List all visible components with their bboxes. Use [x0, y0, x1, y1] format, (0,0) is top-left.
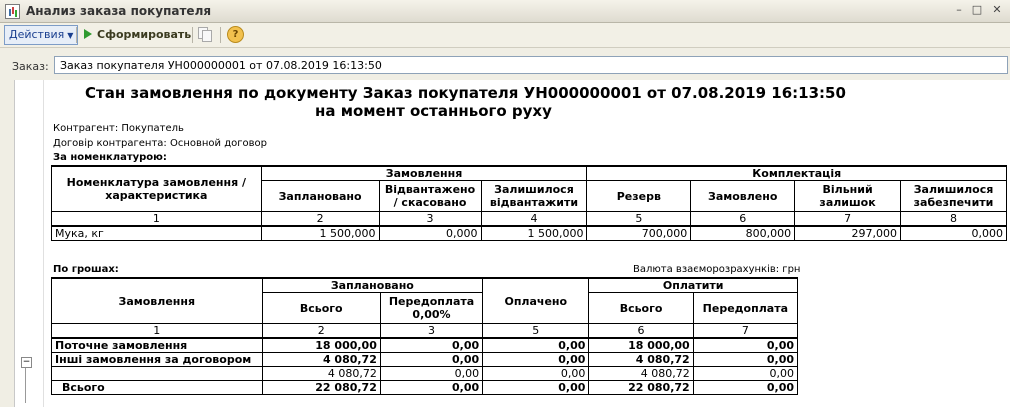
toolbar-separator: [76, 27, 77, 43]
cell-to-pay-total[interactable]: 4 080,72: [589, 353, 693, 367]
actions-label: Действия: [9, 28, 65, 41]
remaining-ship-header: Залишилося відвантажити: [481, 181, 587, 212]
close-button[interactable]: ✕: [992, 3, 1002, 16]
cell-free-stock[interactable]: 297,000: [795, 226, 901, 241]
minimize-button[interactable]: –: [956, 3, 962, 16]
nomenclature-header: Номенклатура замовлення / характеристика: [52, 166, 262, 212]
title-bar: [0, 0, 1010, 23]
total-header-2: Всього: [589, 293, 693, 324]
report-title: Стан замовлення по документу Заказ покупателя УН000000001 от 07.08.2019 16:13:50: [85, 84, 846, 102]
cell-total[interactable]: 22 080,72: [262, 381, 380, 395]
toolbar-separator: [192, 27, 193, 43]
cell-total[interactable]: 4 080,72: [262, 367, 380, 381]
window-title: Анализ заказа покупателя: [26, 4, 212, 18]
order-label: Заказ:: [12, 60, 49, 73]
contract-text: Договір контрагента: Основной договор: [53, 138, 267, 149]
table-row[interactable]: [52, 338, 798, 353]
prepay-header-2: Передоплата: [693, 293, 797, 324]
ordered-header: Замовлено: [691, 181, 795, 212]
planned-group-header: Заплановано: [262, 278, 483, 293]
grouping-gutter: [15, 80, 44, 407]
cell-prepay[interactable]: 0,00: [380, 338, 482, 353]
completion-group-header: Комплектація: [587, 166, 1007, 181]
col-num: 5: [587, 212, 691, 227]
chevron-down-icon: ▼: [67, 31, 74, 40]
col-num: 5: [483, 324, 589, 339]
contractor-text: Контрагент: Покупатель: [53, 123, 184, 134]
table-row[interactable]: [52, 367, 798, 381]
cell-nomenclature[interactable]: Мука, кг: [52, 226, 262, 241]
toolbar-separator: [220, 27, 221, 43]
actions-menu-button[interactable]: [4, 25, 78, 45]
col-num: 2: [261, 212, 379, 227]
cell-to-pay-prepay[interactable]: 0,00: [693, 367, 797, 381]
column-number-row: [52, 324, 798, 339]
reserve-header: Резерв: [587, 181, 691, 212]
cell-to-pay-prepay[interactable]: 0,00: [693, 353, 797, 367]
cell-paid[interactable]: 0,00: [483, 353, 589, 367]
cell-paid[interactable]: 0,00: [483, 381, 589, 395]
prepay-header: Передоплата 0,00%: [380, 293, 482, 324]
table-row[interactable]: [52, 381, 798, 395]
column-number-row: [52, 212, 1007, 227]
col-num: 1: [52, 212, 262, 227]
col-num: 2: [262, 324, 380, 339]
free-stock-header: Вільний залишок: [795, 181, 901, 212]
maximize-button[interactable]: □: [971, 3, 983, 16]
report-sheet[interactable]: [14, 80, 1010, 407]
table-header-row: [52, 166, 1007, 181]
cell-prepay[interactable]: 0,00: [380, 353, 482, 367]
col-num: 7: [795, 212, 901, 227]
table-row[interactable]: [52, 226, 1007, 241]
cell-ordered[interactable]: 800,000: [691, 226, 795, 241]
nomenclature-table: [51, 165, 1007, 241]
cell-order-name[interactable]: Поточне замовлення: [52, 338, 263, 353]
play-icon: [84, 29, 92, 39]
col-num: 1: [52, 324, 263, 339]
orders-header: Замовлення: [52, 278, 263, 324]
money-table: [51, 277, 798, 395]
cell-order-name[interactable]: Всього: [52, 381, 263, 395]
cell-remaining-ship[interactable]: 1 500,000: [481, 226, 587, 241]
order-group-header: Замовлення: [261, 166, 587, 181]
table-header-row: [52, 278, 798, 293]
col-num: 4: [481, 212, 587, 227]
col-num: 3: [380, 324, 482, 339]
report-app-icon: [5, 4, 20, 19]
col-num: 7: [693, 324, 797, 339]
cell-to-pay-total[interactable]: 4 080,72: [589, 367, 693, 381]
cell-prepay[interactable]: 0,00: [380, 381, 482, 395]
cell-order-name[interactable]: Інші замовлення за договором: [52, 353, 263, 367]
currency-label: Валюта взаєморозрахунків: грн: [633, 264, 801, 275]
paid-header: Оплачено: [483, 278, 589, 324]
planned-header: Заплановано: [261, 181, 379, 212]
table-row[interactable]: [52, 353, 798, 367]
col-num: 8: [901, 212, 1007, 227]
report-subtitle: на момент останнього руху: [315, 102, 552, 120]
total-header: Всього: [262, 293, 380, 324]
group-bracket: [25, 363, 26, 403]
to-pay-group-header: Оплатити: [589, 278, 798, 293]
generate-report-button[interactable]: [84, 26, 191, 44]
cell-prepay[interactable]: 0,00: [380, 367, 482, 381]
cell-paid[interactable]: 0,00: [483, 338, 589, 353]
cell-paid[interactable]: 0,00: [483, 367, 589, 381]
cell-remaining-supply[interactable]: 0,000: [901, 226, 1007, 241]
col-num: 3: [379, 212, 481, 227]
order-input[interactable]: Заказ покупателя УН000000001 от 07.08.2019 16:13:50: [54, 56, 1008, 74]
cell-to-pay-prepay[interactable]: 0,00: [693, 381, 797, 395]
money-section-label: По грошах:: [53, 264, 119, 275]
cell-shipped[interactable]: 0,000: [379, 226, 481, 241]
shipped-header: Відвантажено / скасовано: [379, 181, 481, 212]
cell-to-pay-prepay[interactable]: 0,00: [693, 338, 797, 353]
cell-total[interactable]: 18 000,00: [262, 338, 380, 353]
help-icon[interactable]: ?: [227, 26, 244, 43]
cell-to-pay-total[interactable]: 22 080,72: [589, 381, 693, 395]
cell-planned[interactable]: 1 500,000: [261, 226, 379, 241]
toolbar: [0, 23, 1010, 48]
cell-total[interactable]: 4 080,72: [262, 353, 380, 367]
remaining-supply-header: Залишилося забезпечити: [901, 181, 1007, 212]
collapse-group-icon[interactable]: −: [22, 357, 31, 367]
copy-icon[interactable]: [198, 27, 212, 41]
cell-to-pay-total[interactable]: 18 000,00: [589, 338, 693, 353]
cell-reserve[interactable]: 700,000: [587, 226, 691, 241]
generate-label: Сформировать: [97, 28, 192, 41]
col-num: 6: [589, 324, 693, 339]
nomenclature-section-label: За номенклатурою:: [53, 152, 167, 163]
col-num: 6: [691, 212, 795, 227]
cell-order-name[interactable]: [52, 367, 263, 381]
